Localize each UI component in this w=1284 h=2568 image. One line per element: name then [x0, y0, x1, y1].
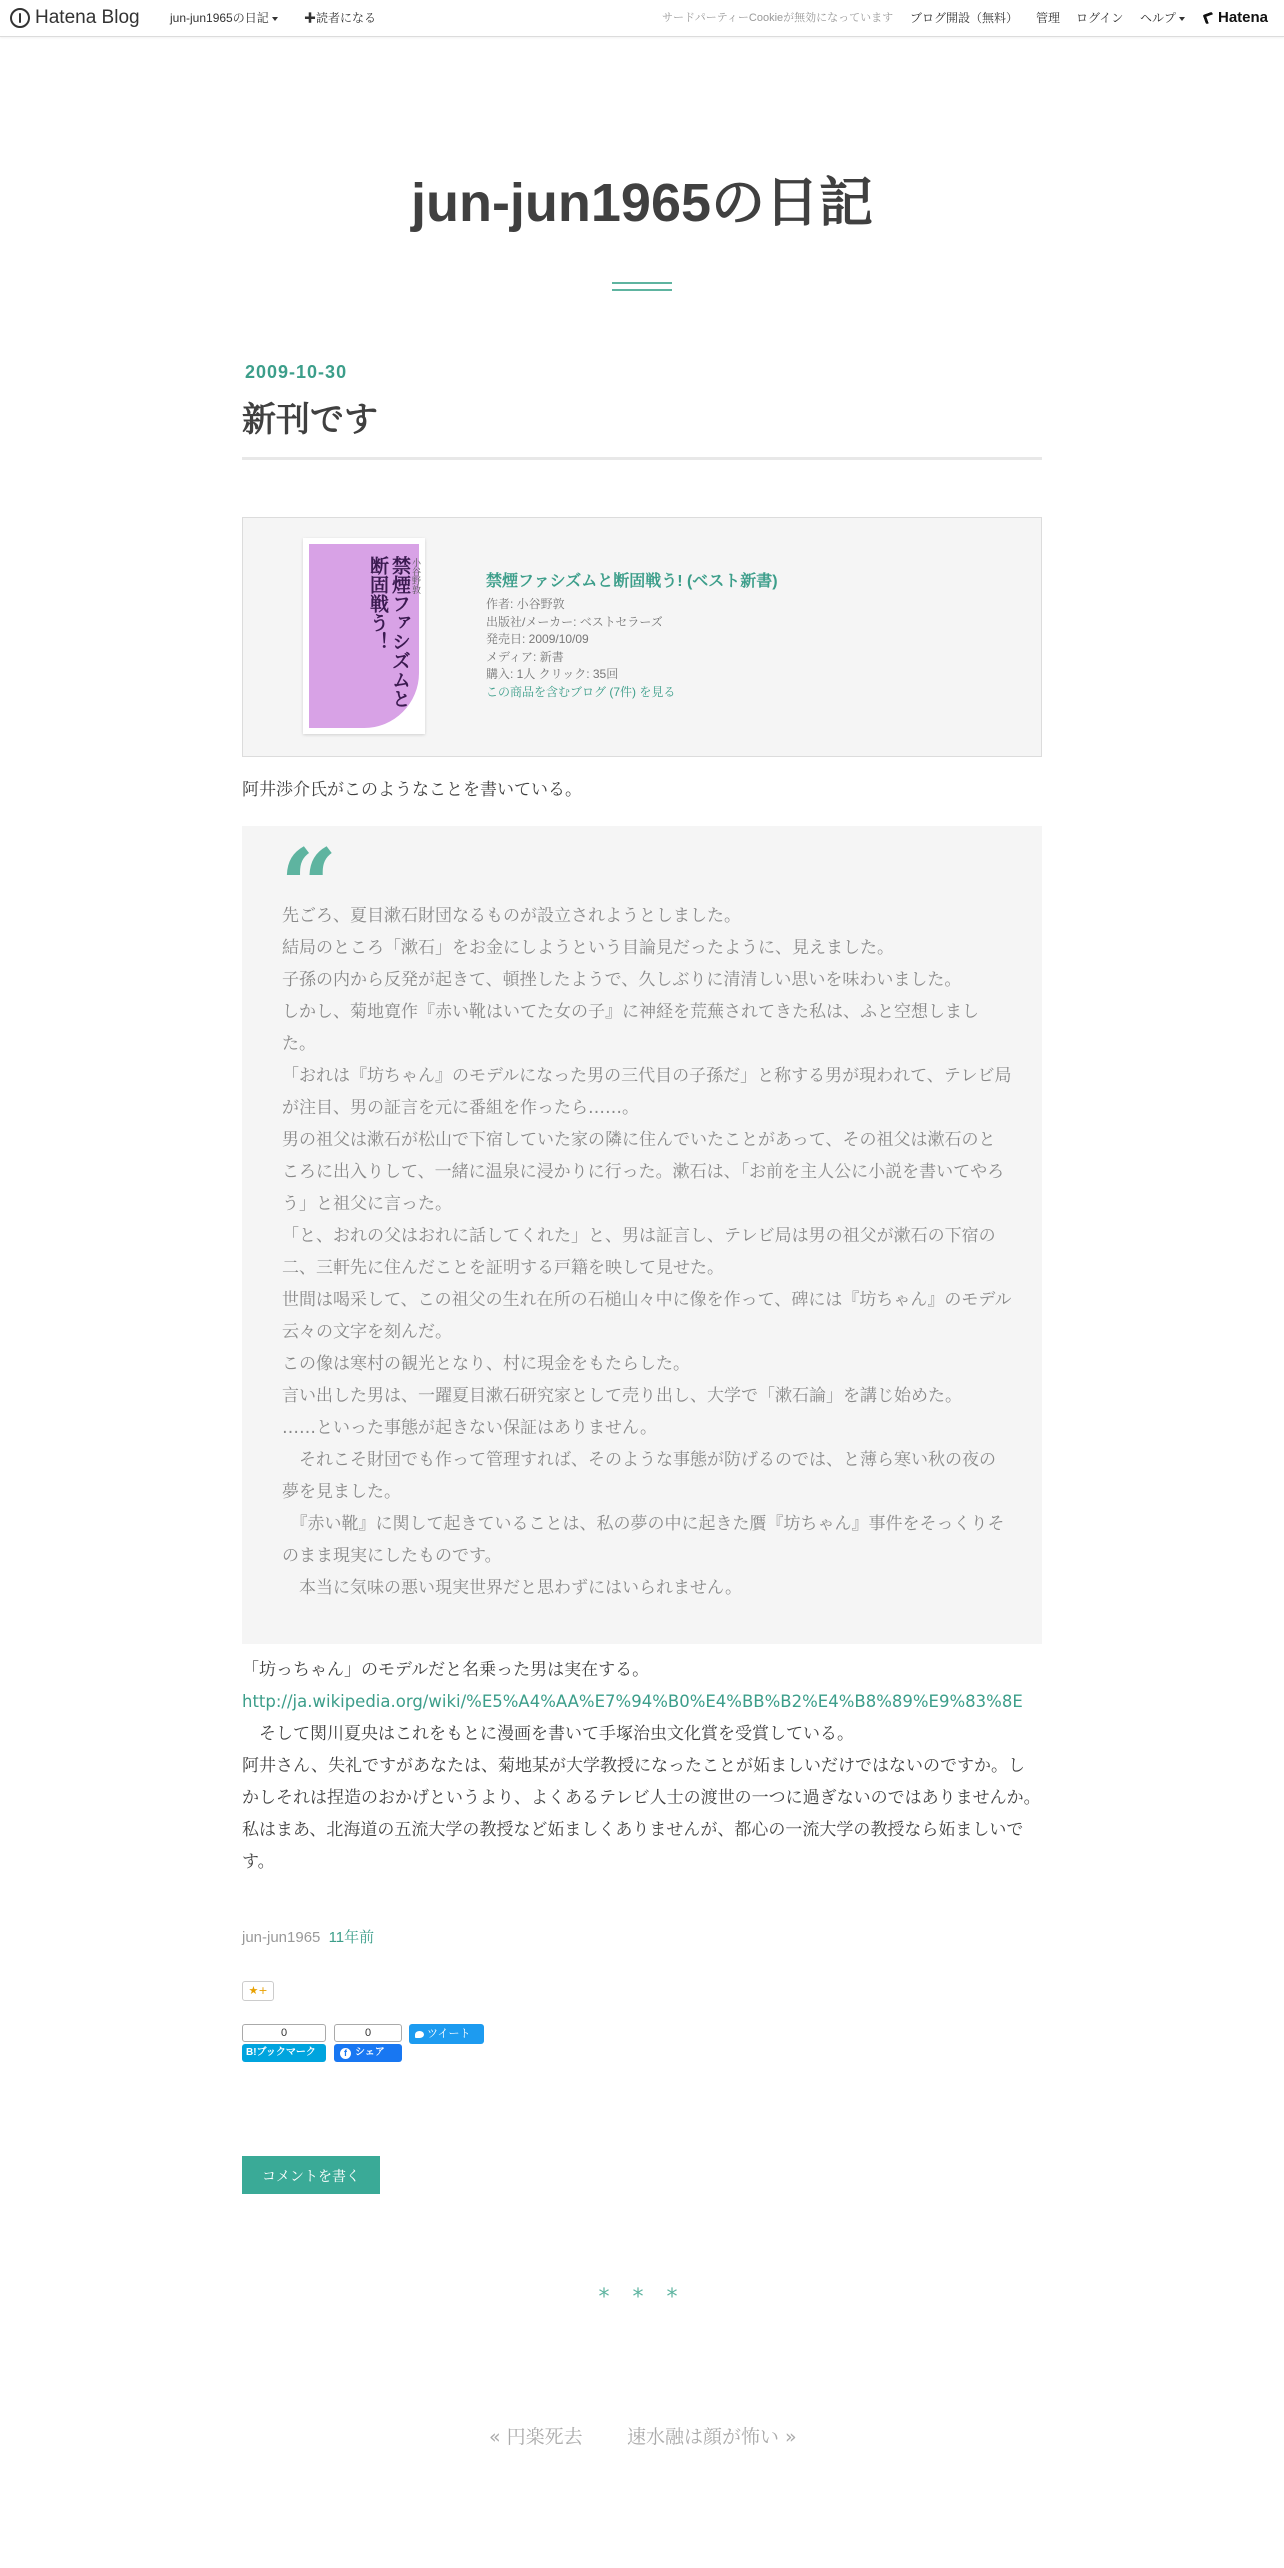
wikipedia-link[interactable]: http://ja.wikipedia.org/wiki/%E5%A4%AA%E7%94%B0%E4%BB%B2%E4%B8%89%E9%83%8E — [242, 1692, 1023, 1711]
entry-title[interactable]: 新刊です — [242, 401, 378, 439]
book-cover-title: 禁煙ファシズムと断固戦う！ — [367, 556, 411, 708]
hatena-icon — [1203, 12, 1216, 25]
book-cover-art — [309, 544, 419, 728]
sekikawa-statement: そして関川夏央はこれをもとに漫画を書いて手塚治虫文化賞を受賞している。 — [242, 1724, 854, 1744]
entry-time-link[interactable]: 11年前 — [328, 1929, 375, 1946]
next-entry-link[interactable]: 速水融は顔が怖い » — [627, 2426, 797, 2448]
product-media: メディア: 新書 — [486, 649, 564, 664]
write-comment-button[interactable]: コメントを書く — [242, 2156, 380, 2194]
add-star-button[interactable]: ★+ — [242, 1981, 274, 2001]
quote-line: 結局のところ「漱石」をお金にしようという目論見だったように、見えました。 — [282, 938, 894, 958]
chevron-down-icon — [1179, 17, 1185, 21]
quote-line: ……といった事態が起きない保証はありません。 — [282, 1418, 658, 1438]
product-blogs-link[interactable]: この商品を含むブログ (7件) を見る — [486, 684, 676, 699]
twitter-bird-icon — [415, 2031, 424, 2038]
product-info — [486, 568, 778, 701]
logo-text: Hatena Blog — [35, 7, 140, 28]
quote-line: 先ごろ、夏目漱石財団なるものが設立されようとしました。 — [282, 906, 741, 926]
tweet-label: ツイート — [427, 2028, 471, 2040]
entry-meta — [242, 1926, 374, 1947]
entry-date[interactable]: 2009-10-30 — [245, 362, 348, 382]
intro-paragraph: 阿井渉介氏がこのようなことを書いている。 — [242, 780, 582, 800]
quote-text — [282, 900, 1012, 1604]
facebook-count: 0 — [334, 2024, 402, 2042]
title-divider — [612, 289, 672, 291]
model-statement: 「坊っちゃん」のモデルだと名乗った男は実在する。 — [242, 1660, 650, 1680]
quote-line: しかし、菊地寛作『赤い靴はいてた女の子』に神経を荒蕪されてきた私は、ふと空想しました。 — [282, 1002, 979, 1054]
after-quote-paragraph — [242, 1654, 1042, 1878]
hatena-bookmark-share[interactable] — [242, 2024, 326, 2062]
entry-separator: * * * — [598, 2285, 686, 2310]
quote-line: 「と、おれの父はおれに話してくれた」と、男は証言し、テレビ局は男の祖父が漱石の下宿の二、三軒先に住んだことを証明する戸籍を映して見せた。 — [282, 1226, 996, 1278]
product-card — [242, 517, 1042, 757]
login-link[interactable]: ログイン — [1076, 11, 1124, 25]
blockquote — [242, 826, 1042, 1644]
blog-menu-dropdown[interactable] — [170, 0, 278, 36]
open-blog-link[interactable]: ブログ開設（無料） — [910, 11, 1019, 25]
product-title-link[interactable]: 禁煙ファシズムと断固戦う! (ベスト新書) — [486, 573, 778, 590]
quote-line: 世間は喝采して、この祖父の生れ在所の石槌山々中に像を作って、碑には『坊ちゃん』のモデル云々の文字を刻んだ。 — [282, 1290, 1012, 1342]
facebook-share[interactable] — [334, 2024, 402, 2062]
help-label: ヘルプ — [1140, 11, 1177, 25]
cookie-notice[interactable]: サードパーティーCookieが無効になっています — [662, 12, 894, 24]
book-cover-author: 小谷野敦 — [410, 558, 420, 594]
facebook-share-button[interactable] — [334, 2044, 402, 2062]
blog-title[interactable]: jun-jun1965の日記 — [410, 173, 874, 233]
quote-line: 『赤い靴』に関して起きていることは、私の夢の中に起きた贋『坊ちゃん』事件をそっくりそのまま現実にしたものです。 — [282, 1514, 1005, 1566]
hatena-label: Hatena — [1218, 9, 1269, 26]
author-link[interactable]: jun-jun1965 — [242, 1929, 321, 1946]
blog-menu-label: jun-jun1965の日記 — [170, 11, 269, 25]
help-dropdown[interactable] — [1140, 0, 1185, 36]
quote-line: 言い出した男は、一躍夏目漱石研究家として売り出し、大学で「漱石論」を講じ始めた。 — [282, 1386, 962, 1406]
product-release-date: 発売日: 2009/10/09 — [486, 632, 589, 646]
quote-line: それこそ財団でも作って管理すれば、そのような事態が防げるのでは、と薄ら寒い秋の夜の夢を見ました。 — [282, 1450, 996, 1502]
quote-line: 「おれは『坊ちゃん』のモデルになった男の三代目の子孫だ」と称する男が現われて、テレビ局が注目、男の証言を元に番組を作ったら……。 — [282, 1066, 1012, 1118]
closing-paragraph: 阿井さん、失礼ですがあなたは、菊地某が大学教授になったことが妬ましいだけではないのですか。しかしそれは捏造のおかげというより、よくあるテレビ人士の渡世の一つに過ぎないのではありませんか。私はまあ、北海道の五流大学の教授など妬ましくありませんが、都心の一流大学の教授なら妬ましいです。 — [242, 1756, 1041, 1872]
tweet-button[interactable] — [409, 2024, 484, 2044]
quote-line: この像は寒村の観光となり、村に現金をもたらした。 — [282, 1354, 690, 1374]
product-publisher: 出版社/メーカー: ベストセラーズ — [486, 614, 663, 629]
quote-line: 子孫の内から反発が起きて、頓挫したようで、久しぶりに清清しい思いを味わいました。 — [282, 970, 962, 990]
product-author: 作者: 小谷野敦 — [486, 597, 565, 611]
hatena-menu[interactable] — [1204, 0, 1268, 36]
subscribe-button[interactable]: ✚読者になる — [304, 11, 377, 25]
quote-line: 男の祖父は漱石が松山で下宿していた家の隣に住んでいたことがあって、その祖父は漱石のところに出入りして、一緒に温泉に浸かりに行った。漱石は、「お前を主人公に小説を書いてやろう」と祖父に言った。 — [282, 1130, 1005, 1214]
quote-line: 本当に気味の悪い現実世界だと思わずにはいられません。 — [282, 1578, 743, 1598]
chevron-down-icon — [272, 17, 278, 21]
book-cover-image[interactable] — [303, 538, 425, 734]
facebook-share-label: シェア — [355, 2047, 385, 2058]
global-header — [0, 0, 1284, 37]
product-stats: 購入: 1人 クリック: 35回 — [486, 667, 619, 681]
prev-entry-link[interactable]: « 円楽死去 — [489, 2426, 583, 2448]
hatena-blog-logo[interactable] — [10, 6, 140, 30]
bookmark-button[interactable]: B!ブックマーク — [242, 2044, 326, 2062]
bookmark-count: 0 — [242, 2024, 326, 2042]
facebook-icon: f — [340, 2048, 351, 2059]
entry-title-divider — [242, 457, 1042, 460]
title-divider — [612, 282, 672, 284]
admin-link[interactable]: 管理 — [1036, 11, 1061, 25]
hatena-logo-icon — [10, 8, 30, 28]
quote-mark-icon: “ — [280, 827, 338, 945]
